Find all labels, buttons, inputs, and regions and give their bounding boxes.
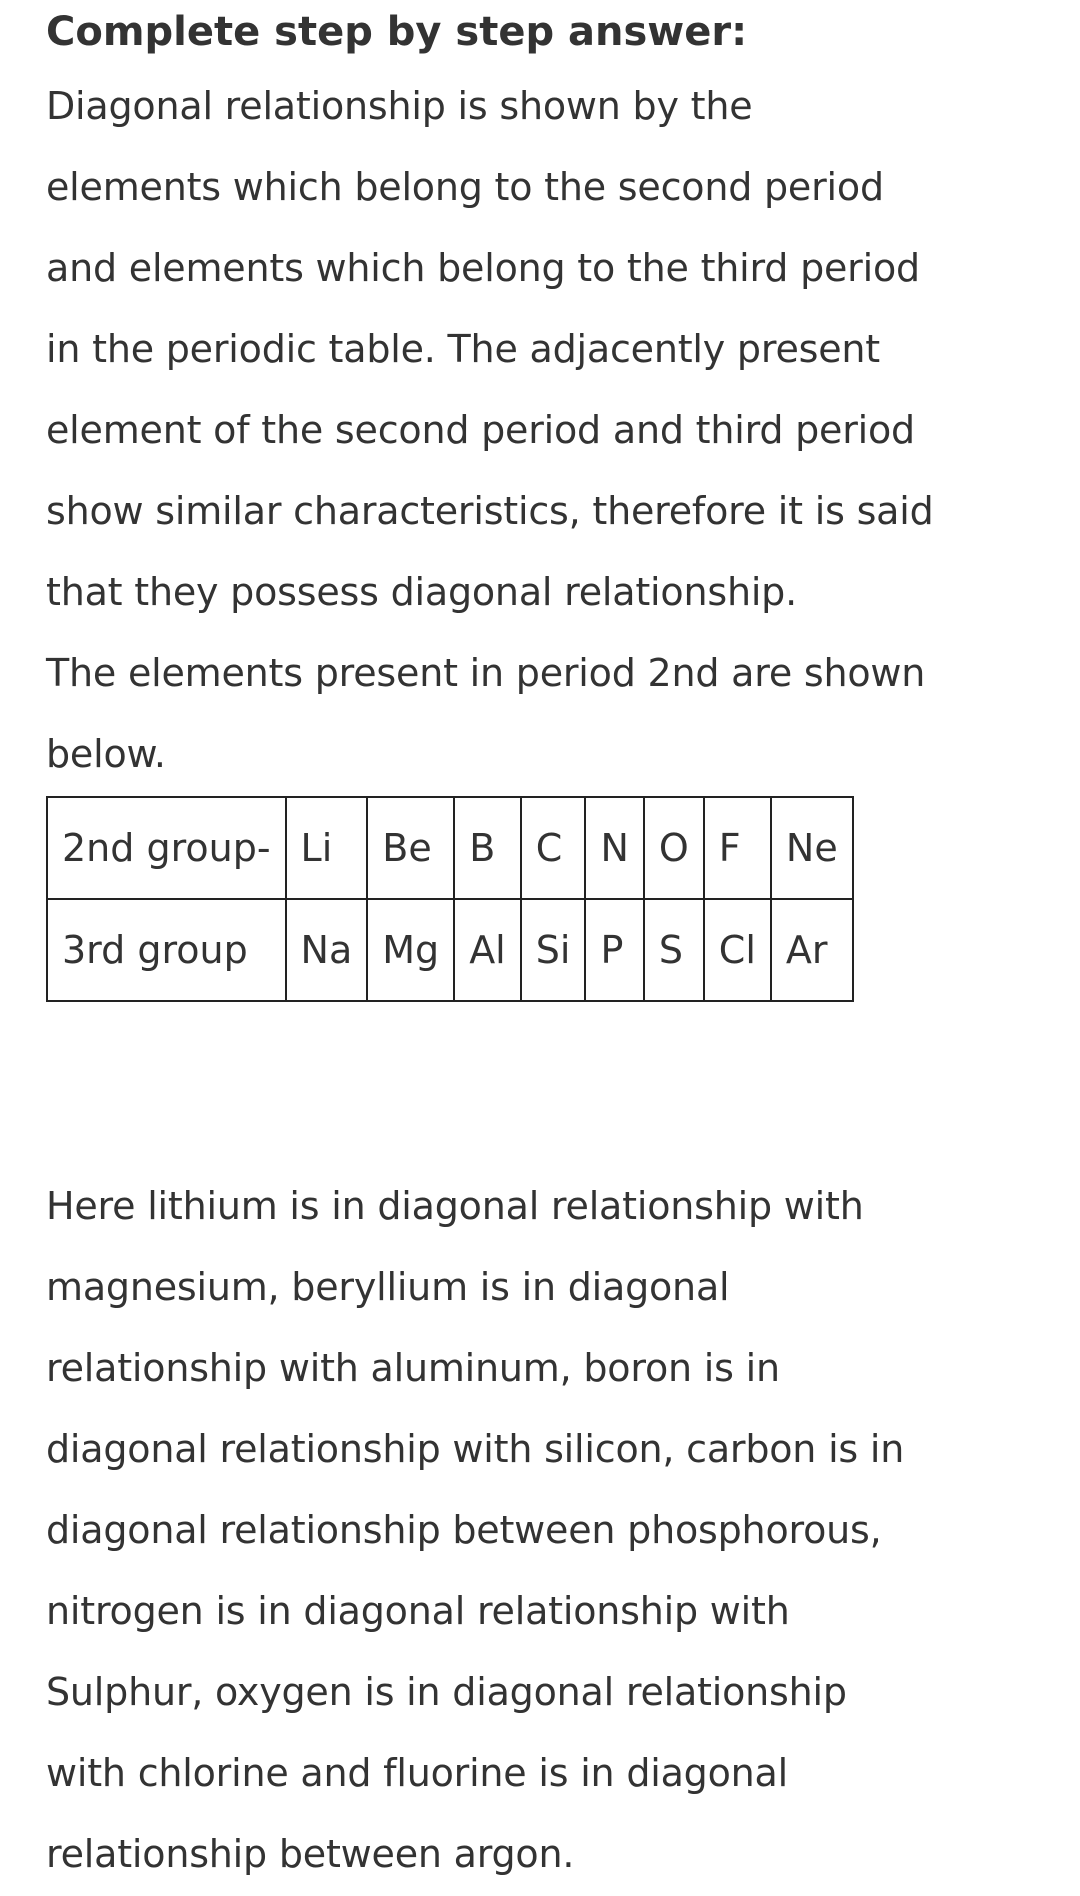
- paragraph-line: Diagonal relationship is shown by the: [46, 84, 753, 128]
- paragraph-line: relationship between argon.: [46, 1832, 575, 1876]
- element-cell: S: [644, 899, 704, 1001]
- paragraph-line: nitrogen is in diagonal relationship with: [46, 1589, 790, 1633]
- paragraph-line: elements which belong to the second period: [46, 165, 884, 209]
- element-cell: P: [585, 899, 643, 1001]
- element-cell: Be: [367, 797, 454, 899]
- elements-table: [46, 796, 854, 1002]
- paragraph-line: and elements which belong to the third period: [46, 246, 920, 290]
- element-cell: C: [521, 797, 586, 899]
- element-cell: Cl: [704, 899, 771, 1001]
- explanation-paragraph: [46, 1166, 1046, 1895]
- element-cell: Li: [286, 797, 368, 899]
- row-label: 2nd group-: [47, 797, 286, 899]
- element-cell: Ar: [771, 899, 853, 1001]
- paragraph-line: relationship with aluminum, boron is in: [46, 1346, 780, 1390]
- element-cell: Ne: [771, 797, 853, 899]
- paragraph-line: Sulphur, oxygen is in diagonal relationship: [46, 1670, 847, 1714]
- paragraph-line: that they possess diagonal relationship.: [46, 570, 797, 614]
- element-cell: Na: [286, 899, 368, 1001]
- element-cell: B: [454, 797, 521, 899]
- paragraph-line: diagonal relationship between phosphorous,: [46, 1508, 882, 1552]
- intro-paragraph: [46, 66, 1046, 633]
- element-cell: O: [644, 797, 704, 899]
- element-cell: N: [585, 797, 643, 899]
- table-row: [47, 899, 853, 1001]
- table-intro-paragraph: [46, 633, 1046, 795]
- paragraph-line: Here lithium is in diagonal relationship with: [46, 1184, 864, 1228]
- element-cell: Si: [521, 899, 586, 1001]
- paragraph-line: with chlorine and fluorine is in diagonal: [46, 1751, 788, 1795]
- paragraph-line: in the periodic table. The adjacently present: [46, 327, 880, 371]
- row-label: 3rd group: [47, 899, 286, 1001]
- element-cell: F: [704, 797, 771, 899]
- paragraph-line: element of the second period and third period: [46, 408, 915, 452]
- element-cell: Mg: [367, 899, 454, 1001]
- answer-heading: Complete step by step answer:: [46, 9, 748, 55]
- paragraph-line: The elements present in period 2nd are shown: [46, 651, 926, 695]
- paragraph-line: magnesium, beryllium is in diagonal: [46, 1265, 730, 1309]
- paragraph-line: diagonal relationship with silicon, carbon is in: [46, 1427, 905, 1471]
- table-row: [47, 797, 853, 899]
- element-cell: Al: [454, 899, 521, 1001]
- paragraph-line: below.: [46, 732, 166, 776]
- paragraph-line: show similar characteristics, therefore it is said: [46, 489, 934, 533]
- answer-content: [46, 0, 1046, 1895]
